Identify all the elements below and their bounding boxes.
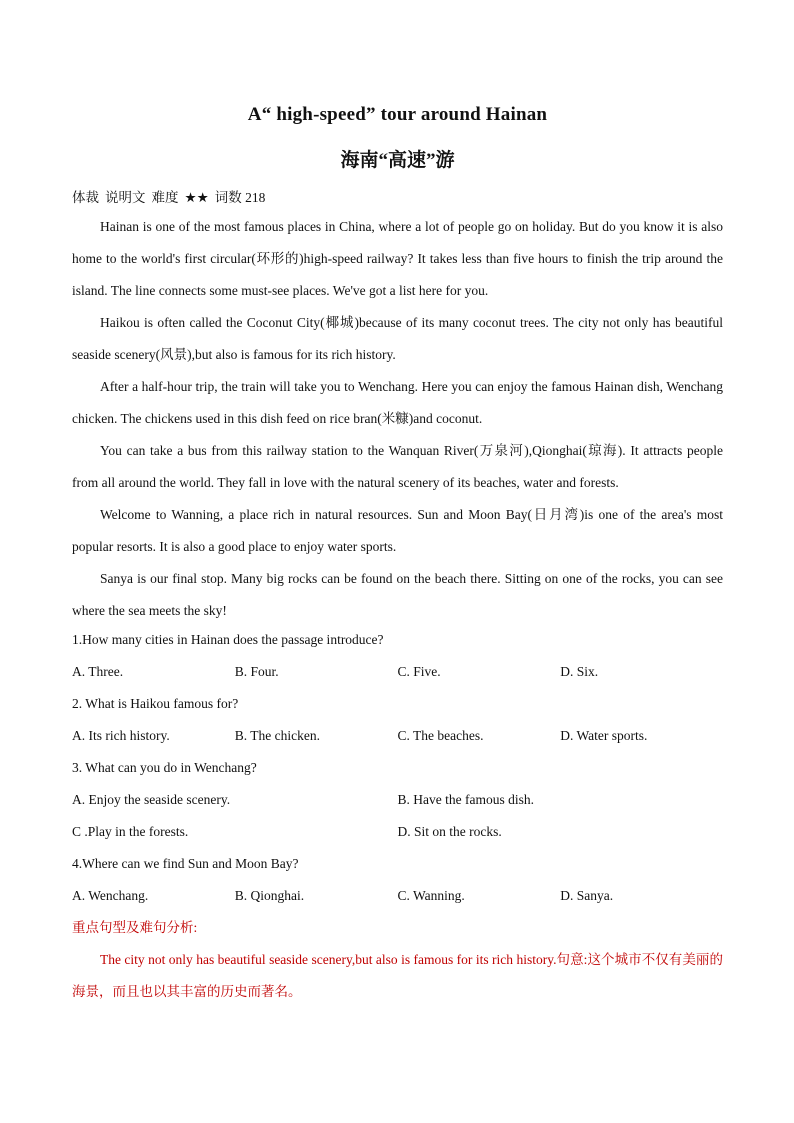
question-3: 3. What can you do in Wenchang?	[72, 760, 257, 775]
option-c: C .Play in the forests.	[72, 824, 189, 839]
option-a: A. Its rich history.	[72, 728, 170, 743]
title-chinese: 海南“高速”游	[340, 150, 455, 171]
genre-label: 体裁	[72, 190, 99, 205]
title-english: A“ high-speed” tour around Hainan	[247, 104, 548, 125]
option-b: B. The chicken.	[234, 728, 320, 743]
option-d: D. Sanya.	[560, 888, 614, 903]
analysis-heading: 重点句型及难句分析:	[72, 920, 198, 935]
paragraph-6: Sanya is our final stop. Many big rocks can be found on the beach there. Sitting on one of the rocks, you can see where the sea meets the sky!	[72, 571, 723, 618]
paragraph-1: Hainan is one of the most famous places in China, where a lot of people go on holiday. But do you know it is also home to the world's first circular(环形的)high-speed railway? It takes less than five hours to finish the trip around the island. The line connects some must-see places. We've got a list here for you.	[72, 219, 723, 298]
genre-value: 说明文	[105, 190, 146, 205]
paragraph-2: Haikou is often called the Coconut City(椰城)because of its many coconut trees. The city not only has beautiful seaside scenery(风景),but also is famous for its rich history.	[72, 315, 723, 362]
option-a: A. Three.	[72, 664, 124, 679]
option-a: A. Enjoy the seaside scenery.	[72, 792, 231, 807]
question-4: 4.Where can we find Sun and Moon Bay?	[72, 856, 299, 871]
question-3-options-row-1	[72, 784, 723, 816]
option-b: B. Have the famous dish.	[397, 792, 534, 807]
question-3-options-row-2	[72, 816, 723, 848]
option-b: B. Qionghai.	[234, 888, 305, 903]
option-c: C. Wanning.	[397, 888, 465, 903]
option-d: D. Sit on the rocks.	[397, 824, 502, 839]
analysis-text: The city not only has beautiful seaside scenery,but also is famous for its rich history.句意:这个城市不仅有美丽的海景，而且也以其丰富的历史而著名。	[72, 952, 723, 999]
passage-meta	[72, 186, 271, 206]
option-b: B. Four.	[234, 664, 279, 679]
paragraph-3: After a half-hour trip, the train will take you to Wenchang. Here you can enjoy the famous Hainan dish, Wenchang chicken. The chickens used in this dish feed on rice bran(米糠)and coconut.	[72, 379, 723, 426]
passage-body	[72, 211, 723, 627]
option-c: C. The beaches.	[397, 728, 484, 743]
paragraph-4: You can take a bus from this railway station to the Wanquan River(万泉河),Qionghai(琼海). It attracts people from all around the world. They fall in love with the natural scenery of its beaches, water and forests.	[72, 443, 723, 490]
option-c: C. Five.	[397, 664, 441, 679]
question-1: 1.How many cities in Hainan does the passage introduce?	[72, 632, 384, 647]
option-d: D. Water sports.	[560, 728, 648, 743]
option-a: A. Wenchang.	[72, 888, 149, 903]
question-4-options	[72, 880, 723, 912]
word-count: 词数 218	[214, 190, 266, 205]
question-section	[72, 624, 723, 912]
difficulty-label: 难度	[151, 190, 179, 205]
paragraph-5: Welcome to Wanning, a place rich in natural resources. Sun and Moon Bay(日月湾)is one of the area's most popular resorts. It is also a good place to enjoy water sports.	[72, 507, 723, 554]
sentence-analysis	[72, 912, 723, 1008]
difficulty-stars: ★★	[184, 190, 209, 205]
question-2-options	[72, 720, 723, 752]
option-d: D. Six.	[560, 664, 599, 679]
question-1-options	[72, 656, 723, 688]
question-2: 2. What is Haikou famous for?	[72, 696, 239, 711]
